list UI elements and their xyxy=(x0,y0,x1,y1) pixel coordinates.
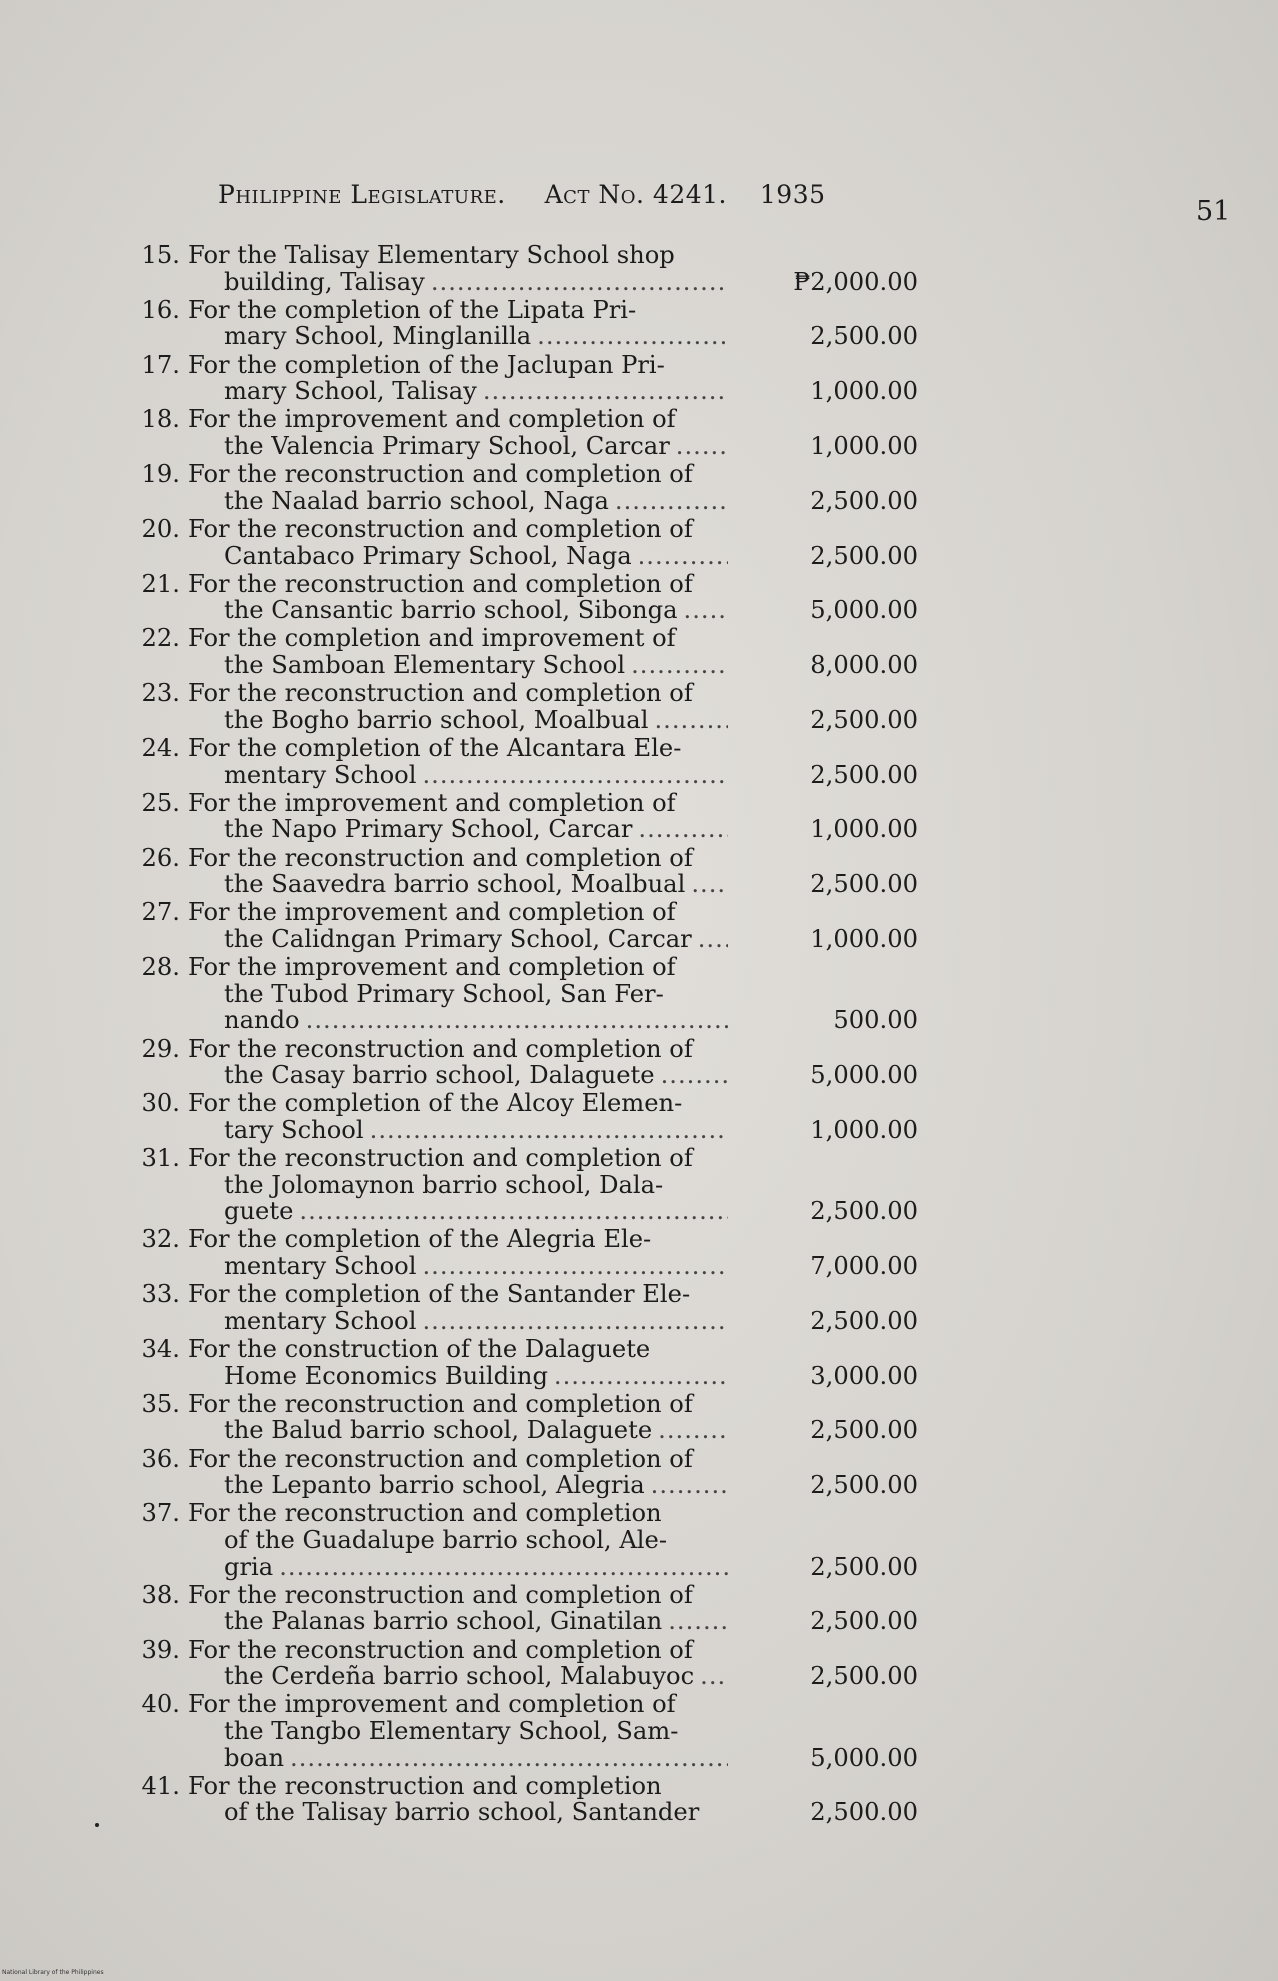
item-amount: 2,500.00 xyxy=(810,1306,918,1335)
item-description xyxy=(188,461,728,514)
item-amount: 5,000.00 xyxy=(810,1061,918,1090)
item-description xyxy=(188,1637,728,1690)
item-amount: 1,000.00 xyxy=(810,431,918,460)
description-text: mary School, Minglanilla xyxy=(224,322,532,351)
appropriation-item xyxy=(140,1773,940,1826)
description-line xyxy=(188,1554,728,1581)
description-text: mary School, Talisay xyxy=(224,377,477,406)
leader-dots xyxy=(290,1745,728,1772)
description-line xyxy=(188,488,728,515)
leader-dots xyxy=(279,1554,728,1581)
leader-dots xyxy=(638,543,728,570)
appropriation-item xyxy=(140,1145,940,1225)
description-line: For the improvement and completion of xyxy=(188,898,676,927)
description-line xyxy=(188,762,728,789)
item-number: 19. xyxy=(141,460,180,489)
appropriation-item xyxy=(140,1582,940,1635)
description-line: For the completion of the Santander Ele- xyxy=(188,1280,691,1309)
item-amount: 1,000.00 xyxy=(810,924,918,953)
description-line xyxy=(188,269,728,296)
appropriation-item xyxy=(140,1226,940,1279)
leader-dots xyxy=(631,652,728,679)
leader-dots xyxy=(691,871,728,898)
description-line: the Jolomaynon barrio school, Dala- xyxy=(224,1170,664,1199)
item-description xyxy=(188,1500,728,1580)
description-line: For the completion of the Jaclupan Pri- xyxy=(188,350,665,379)
leader-dots xyxy=(651,1472,728,1499)
description-line xyxy=(188,1417,728,1444)
description-line: For the completion of the Alegria Ele- xyxy=(188,1225,652,1254)
description-text: building, Talisay xyxy=(224,267,425,296)
description-text: the Samboan Elementary School xyxy=(224,651,626,680)
leader-dots xyxy=(422,1308,728,1335)
item-description xyxy=(188,1691,728,1771)
description-text: mentary School xyxy=(224,1306,417,1335)
appropriation-item xyxy=(140,352,940,405)
item-description xyxy=(188,1036,728,1089)
description-line xyxy=(188,1253,728,1280)
item-number: 31. xyxy=(141,1144,180,1173)
item-number: 24. xyxy=(141,734,180,763)
appropriation-item xyxy=(140,1281,940,1334)
item-number: 40. xyxy=(141,1690,180,1719)
description-line: the Tubod Primary School, San Fer- xyxy=(224,979,664,1008)
description-text: nando xyxy=(224,1006,300,1035)
item-amount: 8,000.00 xyxy=(810,651,918,680)
description-line: For the reconstruction and completion of xyxy=(188,843,693,872)
item-number: 30. xyxy=(141,1089,180,1118)
description-line xyxy=(188,378,728,405)
appropriation-item xyxy=(140,845,940,898)
description-line xyxy=(188,1799,728,1826)
description-line: For the reconstruction and completion of xyxy=(188,514,693,543)
item-amount: 2,500.00 xyxy=(810,486,918,515)
description-line xyxy=(188,597,728,624)
leader-dots xyxy=(658,1417,728,1444)
item-number: 20. xyxy=(141,514,180,543)
item-number: 39. xyxy=(141,1635,180,1664)
item-description xyxy=(188,1582,728,1635)
item-amount: 2,500.00 xyxy=(810,1471,918,1500)
item-number: 21. xyxy=(141,569,180,598)
description-line: For the improvement and completion of xyxy=(188,953,676,982)
leader-dots xyxy=(676,433,728,460)
appropriation-item xyxy=(140,516,940,569)
item-description xyxy=(188,790,728,843)
description-text: Cantabaco Primary School, Naga xyxy=(224,541,632,570)
item-number: 34. xyxy=(141,1335,180,1364)
item-amount: 5,000.00 xyxy=(810,1743,918,1772)
appropriation-item xyxy=(140,297,940,350)
leader-dots xyxy=(638,816,728,843)
leader-dots xyxy=(668,1608,728,1635)
appropriation-item xyxy=(140,1691,940,1771)
item-amount: 1,000.00 xyxy=(810,815,918,844)
item-description xyxy=(188,1446,728,1499)
item-description xyxy=(188,1281,728,1334)
item-number: 23. xyxy=(141,679,180,708)
item-number: 22. xyxy=(141,624,180,653)
item-description xyxy=(188,571,728,624)
description-line xyxy=(188,652,728,679)
appropriation-item xyxy=(140,790,940,843)
appropriation-item xyxy=(140,1391,940,1444)
description-line: For the construction of the Dalaguete xyxy=(188,1335,651,1364)
item-description xyxy=(188,625,728,678)
header-legislature: Philippine Legislature. xyxy=(218,180,506,209)
item-amount: 2,500.00 xyxy=(810,322,918,351)
appropriation-item xyxy=(140,1336,940,1389)
description-text: the Bogho barrio school, Moalbual xyxy=(224,705,649,734)
description-line: For the reconstruction and completion of xyxy=(188,1635,693,1664)
description-text: tary School xyxy=(224,1115,364,1144)
item-amount: 1,000.00 xyxy=(810,1115,918,1144)
item-number: 18. xyxy=(141,405,180,434)
item-description xyxy=(188,1226,728,1279)
description-text: the Balud barrio school, Dalaguete xyxy=(224,1416,653,1445)
description-text: the Palanas barrio school, Ginatilan xyxy=(224,1607,663,1636)
appropriation-item xyxy=(140,1500,940,1580)
description-line xyxy=(188,323,728,350)
description-text: mentary School xyxy=(224,760,417,789)
item-number: 27. xyxy=(141,898,180,927)
item-amount: 2,500.00 xyxy=(810,1416,918,1445)
leader-dots xyxy=(537,323,728,350)
description-line xyxy=(188,1007,728,1034)
description-line: For the reconstruction and completion of xyxy=(188,1144,693,1173)
description-text: the Saavedra barrio school, Moalbual xyxy=(224,870,686,899)
item-amount: 500.00 xyxy=(833,1006,918,1035)
description-text: gria xyxy=(224,1552,274,1581)
appropriation-item xyxy=(140,1036,940,1089)
item-description xyxy=(188,845,728,898)
item-description xyxy=(188,1090,728,1143)
item-number: 32. xyxy=(141,1225,180,1254)
leader-dots xyxy=(661,1062,728,1089)
item-description xyxy=(188,680,728,733)
header-act: Act No. 4241. xyxy=(544,180,727,209)
leader-dots xyxy=(431,269,728,296)
description-text: the Calidngan Primary School, Carcar xyxy=(224,924,692,953)
running-header xyxy=(218,180,858,209)
leader-dots xyxy=(370,1117,728,1144)
item-amount: 2,500.00 xyxy=(810,760,918,789)
item-number: 17. xyxy=(141,350,180,379)
item-number: 26. xyxy=(141,843,180,872)
description-line: of the Guadalupe barrio school, Ale- xyxy=(224,1525,668,1554)
appropriation-item xyxy=(140,954,940,1034)
item-amount: 3,000.00 xyxy=(810,1361,918,1390)
item-number: 16. xyxy=(141,295,180,324)
leader-dots xyxy=(422,1253,728,1280)
appropriation-item xyxy=(140,242,940,295)
item-number: 41. xyxy=(141,1771,180,1800)
item-amount: 2,500.00 xyxy=(810,705,918,734)
appropriation-item xyxy=(140,735,940,788)
ink-speck xyxy=(95,1823,99,1827)
item-amount: 5,000.00 xyxy=(810,596,918,625)
item-description xyxy=(188,406,728,459)
item-amount: 2,500.00 xyxy=(810,1798,918,1827)
description-text: the Lepanto barrio school, Alegria xyxy=(224,1471,645,1500)
item-description xyxy=(188,242,728,295)
appropriation-item xyxy=(140,1446,940,1499)
description-line xyxy=(188,1472,728,1499)
item-description xyxy=(188,899,728,952)
description-line: For the completion and improvement of xyxy=(188,624,676,653)
description-line: For the improvement and completion of xyxy=(188,1690,676,1719)
description-line: For the reconstruction and completion of xyxy=(188,1444,693,1473)
description-text: mentary School xyxy=(224,1252,417,1281)
description-text: Home Economics Building xyxy=(224,1361,548,1390)
description-line: For the Talisay Elementary School shop xyxy=(188,241,675,269)
appropriation-item xyxy=(140,680,940,733)
item-description xyxy=(188,1145,728,1225)
appropriation-item xyxy=(140,461,940,514)
description-text: the Naalad barrio school, Naga xyxy=(224,486,609,515)
appropriation-item xyxy=(140,625,940,678)
description-text: the Cansantic barrio school, Sibonga xyxy=(224,596,678,625)
item-amount: ₱2,000.00 xyxy=(793,267,918,296)
appropriation-item xyxy=(140,1090,940,1143)
leader-dots xyxy=(422,762,728,789)
item-amount: 2,500.00 xyxy=(810,870,918,899)
item-amount: 1,000.00 xyxy=(810,377,918,406)
description-text: guete xyxy=(224,1197,294,1226)
item-number: 25. xyxy=(141,788,180,817)
item-description xyxy=(188,954,728,1034)
description-line: For the reconstruction and completion of xyxy=(188,460,693,489)
description-text: of the Talisay barrio school, Santander xyxy=(224,1798,700,1827)
leader-dots xyxy=(554,1363,728,1390)
description-line xyxy=(188,1198,728,1225)
item-description xyxy=(188,1773,728,1826)
description-line xyxy=(188,871,728,898)
page-number: 51 xyxy=(1196,196,1231,227)
item-amount: 2,500.00 xyxy=(810,1197,918,1226)
item-number: 15. xyxy=(141,241,180,269)
leader-dots xyxy=(306,1007,728,1034)
description-line: For the reconstruction and completion xyxy=(188,1771,662,1800)
leader-dots xyxy=(684,597,728,624)
description-line: For the reconstruction and completion of xyxy=(188,1034,693,1063)
item-amount: 2,500.00 xyxy=(810,1607,918,1636)
description-line xyxy=(188,1062,728,1089)
item-number: 28. xyxy=(141,953,180,982)
appropriation-item xyxy=(140,571,940,624)
leader-dots xyxy=(299,1198,728,1225)
description-text: the Cerdeña barrio school, Malabuyoc xyxy=(224,1662,695,1691)
description-line xyxy=(188,816,728,843)
description-line xyxy=(188,1363,728,1390)
appropriation-item xyxy=(140,899,940,952)
item-number: 33. xyxy=(141,1280,180,1309)
description-text: boan xyxy=(224,1743,285,1772)
item-description xyxy=(188,1336,728,1389)
description-line xyxy=(188,1745,728,1772)
description-line: For the reconstruction and completion of xyxy=(188,679,693,708)
item-description xyxy=(188,352,728,405)
appropriation-list xyxy=(140,242,940,1827)
item-number: 37. xyxy=(141,1499,180,1528)
leader-dots xyxy=(700,1663,728,1690)
item-number: 38. xyxy=(141,1580,180,1609)
item-description xyxy=(188,735,728,788)
description-line: For the reconstruction and completion of xyxy=(188,569,693,598)
description-line xyxy=(188,543,728,570)
item-amount: 7,000.00 xyxy=(810,1252,918,1281)
scan-footer: National Library of the Philippines xyxy=(2,1969,104,1976)
description-line: the Tangbo Elementary School, Sam- xyxy=(224,1716,679,1745)
item-number: 36. xyxy=(141,1444,180,1473)
item-amount: 2,500.00 xyxy=(810,541,918,570)
description-line xyxy=(188,1608,728,1635)
description-line: For the completion of the Alcantara Ele- xyxy=(188,734,682,763)
description-line: For the reconstruction and completion xyxy=(188,1499,662,1528)
item-description xyxy=(188,297,728,350)
description-line: For the improvement and completion of xyxy=(188,788,676,817)
appropriation-item xyxy=(140,406,940,459)
item-number: 35. xyxy=(141,1389,180,1418)
leader-dots xyxy=(654,707,728,734)
leader-dots xyxy=(698,926,728,953)
item-description xyxy=(188,516,728,569)
description-line: For the completion of the Alcoy Elemen- xyxy=(188,1089,683,1118)
description-text: the Napo Primary School, Carcar xyxy=(224,815,633,844)
description-line: For the completion of the Lipata Pri- xyxy=(188,295,637,324)
description-line: For the reconstruction and completion of xyxy=(188,1580,693,1609)
description-text: the Valencia Primary School, Carcar xyxy=(224,431,670,460)
item-amount: 2,500.00 xyxy=(810,1662,918,1691)
leader-dots xyxy=(483,378,728,405)
item-number: 29. xyxy=(141,1034,180,1063)
description-line xyxy=(188,433,728,460)
description-line xyxy=(188,1117,728,1144)
description-line xyxy=(188,1308,728,1335)
description-line: For the reconstruction and completion of xyxy=(188,1389,693,1418)
description-line xyxy=(188,926,728,953)
description-line: For the improvement and completion of xyxy=(188,405,676,434)
header-year: 1935 xyxy=(759,180,826,209)
leader-dots xyxy=(615,488,728,515)
appropriation-item xyxy=(140,1637,940,1690)
description-line xyxy=(188,707,728,734)
description-text: the Casay barrio school, Dalaguete xyxy=(224,1061,655,1090)
item-description xyxy=(188,1391,728,1444)
item-amount: 2,500.00 xyxy=(810,1552,918,1581)
description-line xyxy=(188,1663,728,1690)
